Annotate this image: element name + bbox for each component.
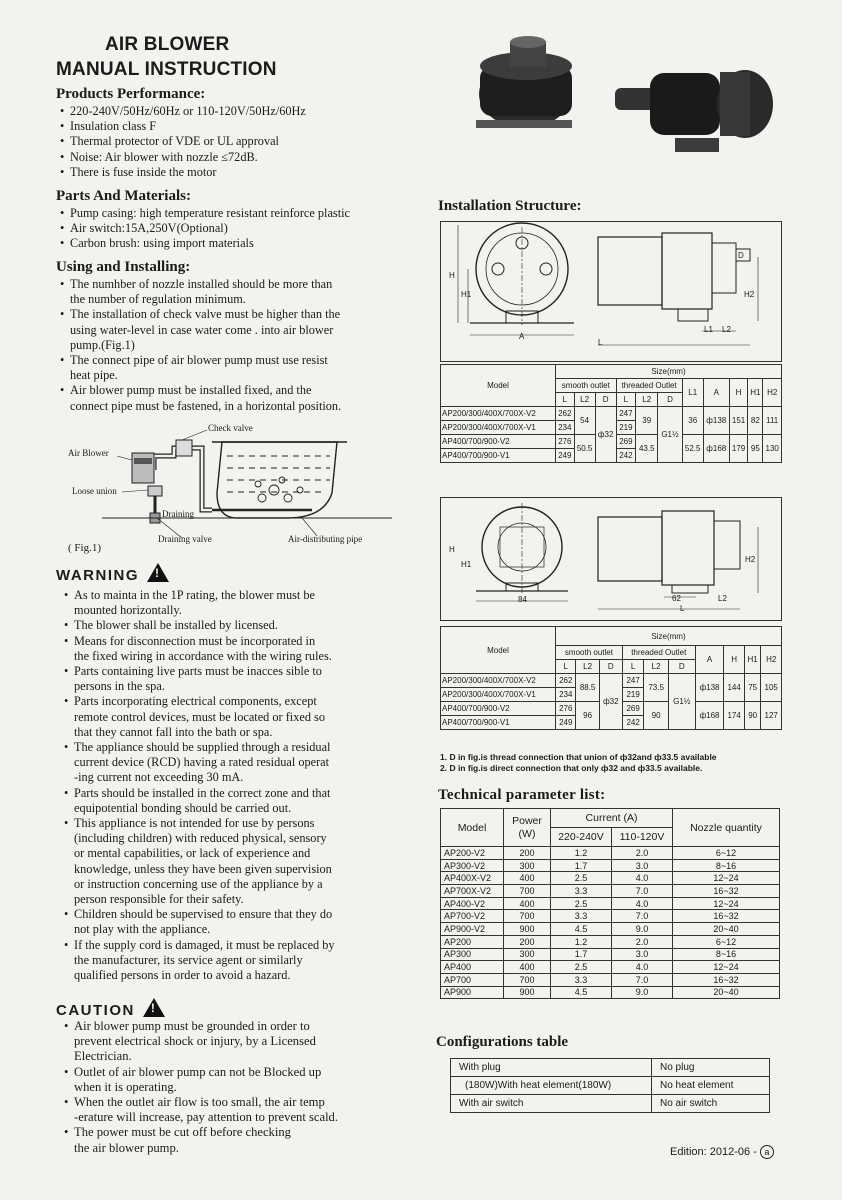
materials-list xyxy=(60,206,430,252)
caution-heading xyxy=(56,998,165,1019)
performance-item: • Insulation class F xyxy=(60,119,430,134)
table-row xyxy=(441,859,780,872)
table-cell: G1½ xyxy=(668,674,695,730)
warning-item-line: or instruction concerning use of the appliance by a xyxy=(74,876,323,891)
table-cell: 12~24 xyxy=(673,961,780,974)
table-cell: 900 xyxy=(504,986,551,999)
tech-current-header: Current (A) xyxy=(551,809,673,828)
fig1-label-draining-valve: Draining valve xyxy=(158,534,212,544)
spec1-smooth-header: smooth outlet xyxy=(556,379,617,393)
spec2-col: D xyxy=(668,660,695,674)
table-cell: 276 xyxy=(556,435,575,449)
installing-item-line: using water-level in case water come . into air blower xyxy=(70,322,334,337)
table-cell: 8~16 xyxy=(673,948,780,961)
caution-item-line: Electrician. xyxy=(74,1049,132,1064)
table-row xyxy=(441,973,780,986)
table-row-model: AP400/700/900-V2 xyxy=(441,435,556,449)
table-row-model: AP400/700/900-V1 xyxy=(441,449,556,463)
table-cell: 6~12 xyxy=(673,847,780,860)
title-line-2: MANUAL INSTRUCTION xyxy=(56,59,277,80)
table-cell: 3.0 xyxy=(612,948,673,961)
performance-list xyxy=(60,104,430,180)
table-cell: 219 xyxy=(622,688,644,702)
tech-nozzle-header: Nozzle quantity xyxy=(673,809,780,847)
spec1-col: D xyxy=(658,393,682,407)
installing-item-line: heat pipe. xyxy=(70,368,118,383)
caution-item-line: • The power must be cut off before checking xyxy=(74,1125,291,1140)
warning-item-line: • This appliance is not intended for use by persons xyxy=(74,816,315,831)
installing-item xyxy=(60,353,440,383)
installing-item-line: connect pipe must be fastened, in a horizontal position. xyxy=(70,398,342,413)
spec1-col: D xyxy=(595,393,616,407)
table-cell: 269 xyxy=(616,435,636,449)
table-cell: 900 xyxy=(504,923,551,936)
spec2-col: L2 xyxy=(644,660,668,674)
spec2-size-header: Size(mm) xyxy=(556,627,782,646)
table-row xyxy=(441,885,780,898)
table-cell: 96 xyxy=(576,702,599,730)
table-cell: 1.7 xyxy=(551,948,612,961)
tech-v2-header: 110-120V xyxy=(612,828,673,847)
dim2-L2: L2 xyxy=(718,594,727,603)
fig1-label-draining: Draining xyxy=(162,509,194,519)
warning-item-line: person responsible for their safety. xyxy=(74,892,244,907)
table-cell: 3.3 xyxy=(551,973,612,986)
table-cell: 247 xyxy=(622,674,644,688)
fig1-label-air-pipe: Air-distributing pipe xyxy=(288,534,363,544)
table-row-model: AP400/700/900-V1 xyxy=(441,716,556,730)
warning-item-line: the fixed wiring in accordance with the wiring rules. xyxy=(74,648,332,663)
performance-item: • There is fuse inside the motor xyxy=(60,165,430,180)
table-row xyxy=(441,847,780,860)
table-cell: ф168 xyxy=(703,435,729,463)
caution-title-text: CAUTION xyxy=(56,1002,135,1019)
installing-item xyxy=(60,277,440,307)
table-cell: 3.3 xyxy=(551,885,612,898)
table-cell: 400 xyxy=(504,961,551,974)
spec1-col-L1: L1 xyxy=(682,379,703,407)
warning-item-line: the manufacturer, its service agent or similarly xyxy=(74,952,303,967)
table-cell: AP300 xyxy=(441,948,504,961)
table-row xyxy=(441,897,780,910)
table-cell: 16~32 xyxy=(673,973,780,986)
table-cell: 3.0 xyxy=(612,859,673,872)
table-cell: 151 xyxy=(729,407,748,435)
warning-item xyxy=(64,907,404,937)
warning-item-line: • The blower shall be installed by licensed. xyxy=(74,618,278,633)
table-cell: 6~12 xyxy=(673,935,780,948)
table-cell: 16~32 xyxy=(673,885,780,898)
table-cell: 219 xyxy=(616,421,636,435)
table-cell: (180W)With heat element(180W) xyxy=(451,1077,652,1095)
spec2-col-A: A xyxy=(695,646,724,674)
warning-item-line: • Parts should be installed in the correct zone and that xyxy=(74,785,331,800)
table-cell: 200 xyxy=(504,935,551,948)
installing-list xyxy=(60,277,440,414)
caution-item-line: -erature will increase, pay attention to prevent scald. xyxy=(74,1110,339,1125)
warning-item-line: that they cannot fall into the bath or spa. xyxy=(74,724,273,739)
warning-item-line: • Parts containing live parts must be inacces sible to xyxy=(74,664,322,679)
warning-item-line: • Means for disconnection must be incorporated in xyxy=(74,633,316,648)
warning-item-line: not play with the appliance. xyxy=(74,922,211,937)
table-cell: 20~40 xyxy=(673,923,780,936)
table-cell: No heat element xyxy=(652,1077,770,1095)
warning-item xyxy=(64,618,404,633)
table-cell: 88.5 xyxy=(576,674,599,702)
spec2-threaded-header: threaded Outlet xyxy=(622,646,695,660)
warning-item-line: • The appliance should be supplied through a residual xyxy=(74,740,331,755)
blower-photo-side xyxy=(605,58,775,168)
table-cell: 7.0 xyxy=(612,973,673,986)
table-cell: 16~32 xyxy=(673,910,780,923)
table-cell: ф32 xyxy=(599,674,622,730)
dim2-L: L xyxy=(680,604,685,613)
tech-v1-header: 220-240V xyxy=(551,828,612,847)
spec2-col-H1: H1 xyxy=(744,646,761,674)
table-cell: 54 xyxy=(574,407,595,435)
spec2-col: L xyxy=(622,660,644,674)
spec1-col: L xyxy=(616,393,636,407)
table-cell: AP300-V2 xyxy=(441,859,504,872)
tech-model-header: Model xyxy=(441,809,504,847)
table-cell: No plug xyxy=(652,1059,770,1077)
table-cell: 300 xyxy=(504,948,551,961)
table-cell: 2.5 xyxy=(551,897,612,910)
warning-item-line: (including children) with reduced physical, sensory xyxy=(74,831,327,846)
spec2-col: L2 xyxy=(576,660,599,674)
warning-item-line: • If the supply cord is damaged, it must be replaced by xyxy=(74,937,335,952)
warning-item-line: remote control devices, must be located or fixed so xyxy=(74,709,325,724)
installing-item-line: pump.(Fig.1) xyxy=(70,337,135,352)
table-cell: 3.3 xyxy=(551,910,612,923)
table-row xyxy=(441,986,780,999)
table-row xyxy=(451,1095,770,1113)
table-cell: 43.5 xyxy=(636,435,658,463)
table-cell: With plug xyxy=(451,1059,652,1077)
table-cell: 105 xyxy=(761,674,782,702)
table-cell: 1.2 xyxy=(551,935,612,948)
table-cell: 700 xyxy=(504,973,551,986)
table-cell: 52.5 xyxy=(682,435,703,463)
table-cell: 269 xyxy=(622,702,644,716)
table-cell: AP700-V2 xyxy=(441,910,504,923)
performance-item: • Noise: Air blower with nozzle ≤72dB. xyxy=(60,150,430,165)
table-cell: 144 xyxy=(724,674,744,702)
materials-heading: Parts And Materials: xyxy=(56,188,191,204)
table-row xyxy=(441,923,780,936)
installing-item xyxy=(60,307,440,353)
table-cell: 400 xyxy=(504,897,551,910)
warning-triangle-icon: ! xyxy=(147,563,169,582)
warning-item xyxy=(64,938,404,984)
table-cell: AP900 xyxy=(441,986,504,999)
fig1-label-loose-union: Loose union xyxy=(72,486,117,496)
table-cell: 276 xyxy=(556,702,576,716)
table-cell: ф168 xyxy=(695,702,724,730)
caution-item xyxy=(64,1065,404,1095)
warning-item xyxy=(64,816,404,907)
dim1-H1: H1 xyxy=(461,290,472,299)
table-cell: 242 xyxy=(616,449,636,463)
table-row xyxy=(441,910,780,923)
table-row xyxy=(451,1059,770,1077)
dim1-L2: L2 xyxy=(722,325,731,334)
table-cell: With air switch xyxy=(451,1095,652,1113)
spec1-model-header: Model xyxy=(441,365,556,407)
installing-heading: Using and Installing: xyxy=(56,259,191,275)
table-cell: 234 xyxy=(556,688,576,702)
caution-list xyxy=(64,1019,404,1156)
table-cell: 174 xyxy=(724,702,744,730)
fig1-label-check-valve: Check valve xyxy=(208,423,253,433)
table-cell: AP400 xyxy=(441,961,504,974)
tech-parameter-table xyxy=(440,808,780,999)
installing-item-line: • The connect pipe of air blower pump must use resist xyxy=(70,353,328,368)
configurations-table xyxy=(450,1058,770,1113)
table-cell: 200 xyxy=(504,847,551,860)
installing-item-line: • Air blower pump must be installed fixed, and the xyxy=(70,383,312,398)
warning-item-line: • Parts incorporating electrical components, except xyxy=(74,694,317,709)
spec1-col: L2 xyxy=(574,393,595,407)
materials-item: • Air switch:15A,250V(Optional) xyxy=(60,221,430,236)
table-row xyxy=(441,935,780,948)
table-cell: 111 xyxy=(763,407,782,435)
spec1-col: L xyxy=(556,393,575,407)
table-cell: ф138 xyxy=(703,407,729,435)
table-cell: 9.0 xyxy=(612,923,673,936)
caution-item-line: prevent electrical shock or injury, by a Licensed xyxy=(74,1034,316,1049)
table-cell: 127 xyxy=(761,702,782,730)
warning-item-line: equipotential bonding should be carried out. xyxy=(74,800,292,815)
table-cell: AP200-V2 xyxy=(441,847,504,860)
table-cell: G1½ xyxy=(658,407,682,463)
table-cell: 75 xyxy=(744,674,761,702)
installation-drawing-1 xyxy=(440,221,782,362)
table-cell: 247 xyxy=(616,407,636,421)
edition-mark: a xyxy=(760,1145,774,1159)
table-cell: AP900-V2 xyxy=(441,923,504,936)
spec1-col-H: H xyxy=(729,379,748,407)
table-cell: 300 xyxy=(504,859,551,872)
table-cell: AP400X-V2 xyxy=(441,872,504,885)
table-cell: 262 xyxy=(556,407,575,421)
caution-item-line: the air blower pump. xyxy=(74,1140,179,1155)
spec1-col-H2: H2 xyxy=(763,379,782,407)
table-cell: 4.0 xyxy=(612,961,673,974)
installing-item xyxy=(60,383,440,413)
performance-heading: Products Performance: xyxy=(56,86,206,102)
table-cell: 90 xyxy=(744,702,761,730)
table-cell: 50.5 xyxy=(574,435,595,463)
dim2-L1: 62 xyxy=(672,594,681,603)
warning-title-text: WARNING xyxy=(56,567,139,584)
spec1-threaded-header: threaded Outlet xyxy=(616,379,682,393)
dim2-A: 84 xyxy=(518,595,527,604)
caution-item xyxy=(64,1125,404,1155)
dim1-A: A xyxy=(519,332,525,341)
warning-item xyxy=(64,786,404,816)
table-cell: 4.0 xyxy=(612,872,673,885)
materials-item: • Carbon brush: using import materials xyxy=(60,236,430,251)
blower-photo-front xyxy=(470,36,590,136)
warning-list xyxy=(64,588,404,983)
spec1-col-A: A xyxy=(703,379,729,407)
warning-item xyxy=(64,694,404,740)
dim1-L: L xyxy=(598,338,603,347)
installing-item-line: • The numhber of nozzle installed should be more than xyxy=(70,277,333,291)
table-cell: 700 xyxy=(504,885,551,898)
table-row-model: AP200/300/400X/700X-V1 xyxy=(441,688,556,702)
spec1-col-H1: H1 xyxy=(748,379,763,407)
table-cell: AP700X-V2 xyxy=(441,885,504,898)
table-cell: 700 xyxy=(504,910,551,923)
caution-item xyxy=(64,1095,404,1125)
table-cell: 4.5 xyxy=(551,986,612,999)
table-cell: 249 xyxy=(556,449,575,463)
table-cell: 2.0 xyxy=(612,935,673,948)
fig1-caption: ( Fig.1) xyxy=(68,542,101,554)
table-cell: 82 xyxy=(748,407,763,435)
table-cell: 2.0 xyxy=(612,847,673,860)
table-cell: AP400-V2 xyxy=(441,897,504,910)
spec1-size-header: Size(mm) xyxy=(556,365,782,379)
table-row-model: AP400/700/900-V2 xyxy=(441,702,556,716)
table-row-model: AP200/300/400X/700X-V1 xyxy=(441,421,556,435)
performance-item: • 220-240V/50Hz/60Hz or 110-120V/50Hz/60Hz xyxy=(60,104,430,119)
table-cell: 12~24 xyxy=(673,872,780,885)
table-row xyxy=(441,872,780,885)
installing-item-line: • The installation of check valve must be higher than the xyxy=(70,307,341,322)
materials-item: • Pump casing: high temperature resistant reinforce plastic xyxy=(60,206,430,221)
tech-heading: Technical parameter list: xyxy=(438,787,606,803)
warning-item-line: • Children should be supervised to ensure that they do xyxy=(74,907,333,922)
fig1-label-air-blower: Air Blower xyxy=(68,448,109,458)
table-cell: 130 xyxy=(763,435,782,463)
spec2-col: D xyxy=(599,660,622,674)
installation-drawing-2 xyxy=(440,497,782,621)
spec-note-2: 2. D in fig.is direct connection that only ф32 and ф33.5 available. xyxy=(440,763,703,773)
table-cell: 2.5 xyxy=(551,872,612,885)
edition-text: Edition: 2012-06 - xyxy=(670,1146,757,1158)
table-cell: ф32 xyxy=(595,407,616,463)
caution-item-line: • When the outlet air flow is too small, the air temp xyxy=(74,1095,325,1110)
spec2-smooth-header: smooth outlet xyxy=(556,646,623,660)
table-cell: AP700 xyxy=(441,973,504,986)
caution-item xyxy=(64,1019,404,1065)
table-cell: 4.5 xyxy=(551,923,612,936)
warning-item-line: qualified persons in order to avoid a hazard. xyxy=(74,968,291,983)
warning-item xyxy=(64,634,404,664)
warning-item-line: current device (RCD) having a rated residual operat xyxy=(74,755,330,770)
warning-heading xyxy=(56,563,169,584)
size-table-1 xyxy=(440,364,782,463)
dim2-H2: H2 xyxy=(745,555,756,564)
dim1-H2: H2 xyxy=(744,290,755,299)
dim1-L1: L1 xyxy=(704,325,713,334)
caution-item-line: when it is operating. xyxy=(74,1079,177,1094)
warning-item-line: • As to mainta in the 1P rating, the blower must be xyxy=(74,588,316,602)
tech-power-header xyxy=(504,809,551,847)
table-cell: 234 xyxy=(556,421,575,435)
tech-power-unit: (W) xyxy=(518,827,536,840)
table-cell: 1.7 xyxy=(551,859,612,872)
spec1-col: L2 xyxy=(636,393,658,407)
warning-item-line: or mental capabilities, or lack of experience and xyxy=(74,846,311,861)
table-cell: 179 xyxy=(729,435,748,463)
table-cell: 262 xyxy=(556,674,576,688)
config-heading: Configurations table xyxy=(436,1034,569,1050)
table-cell: AP200 xyxy=(441,935,504,948)
table-cell: 2.5 xyxy=(551,961,612,974)
table-cell: 400 xyxy=(504,872,551,885)
table-row-model: AP200/300/400X/700X-V2 xyxy=(441,674,556,688)
table-cell: 242 xyxy=(622,716,644,730)
table-cell: ф138 xyxy=(695,674,724,702)
dim2-H: H xyxy=(449,545,455,554)
table-cell: 90 xyxy=(644,702,668,730)
table-cell: No air switch xyxy=(652,1095,770,1113)
table-cell: 95 xyxy=(748,435,763,463)
installation-heading: Installation Structure: xyxy=(438,198,582,214)
warning-item xyxy=(64,664,404,694)
warning-item xyxy=(64,588,404,618)
table-row xyxy=(441,961,780,974)
warning-item xyxy=(64,740,404,786)
installing-item-line: the number of regulation minimum. xyxy=(70,292,246,307)
spec-note-1: 1. D in fig.is thread connection that union of ф32and ф33.5 available xyxy=(440,752,717,762)
warning-item-line: knowledge, unless they have been given supervision xyxy=(74,861,332,876)
table-cell: 7.0 xyxy=(612,885,673,898)
caution-item-line: • Air blower pump must be grounded in order to xyxy=(74,1019,310,1033)
spec2-model-header: Model xyxy=(441,627,556,674)
table-cell: 249 xyxy=(556,716,576,730)
spec2-col: L xyxy=(556,660,576,674)
dim1-H: H xyxy=(449,271,455,280)
table-cell: 73.5 xyxy=(644,674,668,702)
warning-item-line: -ing current not exceeding 30 mA. xyxy=(74,770,244,785)
caution-item-line: • Outlet of air blower pump can not be Blocked up xyxy=(74,1064,322,1079)
dim2-H1: H1 xyxy=(461,560,472,569)
table-row xyxy=(451,1077,770,1095)
table-cell: 9.0 xyxy=(612,986,673,999)
tech-power-label: Power xyxy=(512,814,542,827)
spec2-col-H2: H2 xyxy=(761,646,782,674)
warning-item-line: mounted horizontally. xyxy=(74,603,182,618)
caution-triangle-icon: ! xyxy=(143,998,165,1017)
dim1-D: D xyxy=(738,251,744,260)
table-row xyxy=(441,948,780,961)
size-table-2 xyxy=(440,626,782,730)
title-line-1: AIR BLOWER xyxy=(105,34,230,55)
edition-footer xyxy=(670,1145,774,1159)
table-cell: 36 xyxy=(682,407,703,435)
table-cell: 39 xyxy=(636,407,658,435)
table-cell: 1.2 xyxy=(551,847,612,860)
table-cell: 7.0 xyxy=(612,910,673,923)
spec2-col-H: H xyxy=(724,646,744,674)
table-cell: 12~24 xyxy=(673,897,780,910)
table-cell: 8~16 xyxy=(673,859,780,872)
table-cell: 20~40 xyxy=(673,986,780,999)
warning-item-line: persons in the spa. xyxy=(74,679,165,694)
performance-item: • Thermal protector of VDE or UL approval xyxy=(60,134,430,149)
table-cell: 4.0 xyxy=(612,897,673,910)
table-row-model: AP200/300/400X/700X-V2 xyxy=(441,407,556,421)
